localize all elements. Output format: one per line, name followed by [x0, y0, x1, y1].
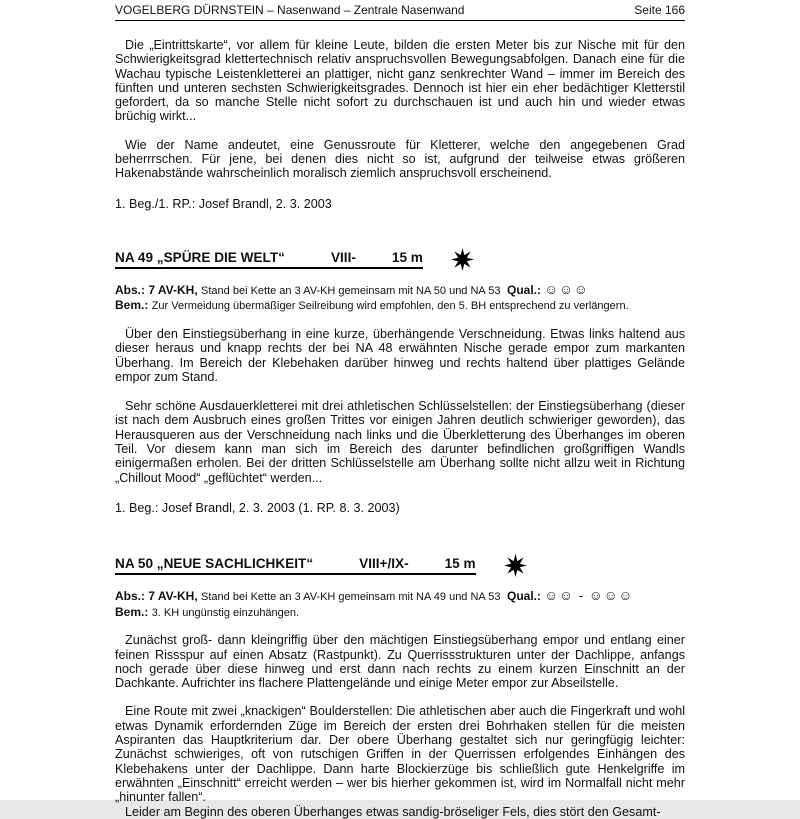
route-paragraph: Sehr schöne Ausdauerkletterei mit drei athletischen Schlüsselstellen: der Einstiegsüberhang (dieser ist nach dem Ausbruch eines großen Trittes vor einigen Jahren deutlich schwieriger geworden), das Herausqueren aus der Verschneidung nach links und die Überkletterung des Überhanges im oberen Teil. Vor diesem kann man sich im Bereich des darunter befindlichen großgriffigen Wandls einigermaßen erholen. Bei der dritten Schlüsselstelle am Überhang sollte nicht allzu weit in Richtung „Chillout Mood“ „geflüchtet“ werden... — [115, 399, 685, 485]
star-icon — [451, 248, 474, 271]
qual-label: Qual.: — [507, 589, 542, 604]
abs-label: Abs.: 7 AV-KH, — [115, 282, 198, 297]
route-paragraph: Über den Einstiegsüberhang in eine kurze, überhängende Verschneidung. Etwas links haltend aus dieser heraus und knapp rechts der bei NA 48 erwähnten Nische gerade empor zum markanten Überhang. Im Bereich der Klebehaken darüber hinweg und rechts haltend über plattiges Gelände empor zum Stand. — [115, 326, 685, 384]
header-title: VOGELBERG DÜRNSTEIN – Nasenwand – Zentrale Nasenwand — [115, 3, 465, 17]
route-name: NA 50 „NEUE SACHLICHKEIT“ — [115, 556, 314, 572]
smiley-rating-icons: ☺☺ - ☺☺☺ — [544, 588, 634, 604]
route-section-na50 — [115, 554, 685, 819]
abs-text: Stand bei Kette an 3 AV-KH gemeinsam mit NA 49 und NA 53 — [201, 591, 501, 604]
route-section-na49 — [115, 248, 685, 515]
route-title — [115, 250, 423, 269]
qual-label: Qual.: — [507, 282, 542, 297]
route-qual — [507, 589, 633, 604]
bem-label: Bem.: — [115, 604, 149, 619]
route-name: NA 49 „SPÜRE DIE WELT“ — [115, 249, 285, 265]
route-length: 15 m — [444, 556, 476, 572]
route-abs-line — [115, 589, 685, 605]
abs-text: Stand bei Kette an 3 AV-KH gemeinsam mit NA 50 und NA 53 — [201, 284, 501, 297]
route-info — [115, 283, 685, 314]
intro-first-ascent-line: 1. Beg./1. RP.: Josef Brandl, 2. 3. 2003 — [115, 196, 332, 211]
route-abs-line — [115, 283, 685, 299]
route-title-row — [115, 248, 685, 271]
bem-text: 3. KH ungünstig einzuhängen. — [151, 606, 300, 619]
header-page-number: Seite 166 — [634, 3, 685, 17]
intro-paragraph-2: Wie der Name andeutet, eine Genussroute für Kletterer, welche den angegebenen Grad beherrrschen. Für jene, bei denen dies nicht so ist, aufgrund der teilweise etwas größeren Hakenabstände wahrscheinlich moralisch ziemlich anspruchsvoll erscheinend. — [115, 137, 685, 181]
route-info — [115, 589, 685, 620]
route-bem-line — [115, 605, 685, 621]
bem-text: Zur Vermeidung übermäßiger Seilreibung wird empfohlen, den 5. BH entsprechend zu verlängern. — [151, 300, 629, 313]
star-icon — [504, 554, 527, 577]
route-length: 15 m — [391, 249, 423, 265]
route-bem-line — [115, 298, 685, 314]
header-rule — [115, 20, 685, 21]
route-grade: VIII+/IX- — [359, 556, 409, 572]
route-title — [115, 556, 476, 575]
intro-paragraph-1: Die „Eintrittskarte“, vor allem für kleine Leute, bilden die ersten Meter bis zur Nische mit für den Schwierigkeitsgrad klettertechnisch relativ anspruchsvollen Bewegungsabfolgen. Danach eine für die Wachau typische Leistenkletterei an plattiger, nicht ganz senkrechter Wand – immer im Bereich des fünften und unteren sechsten Schwierigkeitsgrades. Dennoch ist hier ein eher bedächtiger Kletterstil gefordert, da so manche Stelle nicht sofort zu durchschauen ist und auch hin und wieder etwas brüchig wirkt... — [115, 38, 685, 124]
route-paragraph: Eine Route mit zwei „knackigen“ Boulderstellen: Die athletischen aber auch die Fingerkraft und wohl etwas Dynamik erfordernden Züge im Bereich der ersten drei Bohrhaken stellen für die meisten Aspiranten das Hauptkriterium dar. Der obere Überhang gestaltet sich nur geringfügig leichter: Zunächst schwieriges, oft von rutschigen Griffen in der Querrissen erfolgendes Einhängen des Klebehakens unter der Dachlippe. Dann harte Blockierzüge bis schließlich gute Henkelgriffe im erwähnten „Einschnitt“ erreicht werden – wer bis hierher gekommen ist, wird im Normalfall nicht mehr „hinunter fallen“. — [115, 704, 685, 805]
route-first-ascent-line: 1. Beg.: Josef Brandl, 2. 3. 2003 (1. RP. 8. 3. 2003) — [115, 500, 400, 515]
abs-label: Abs.: 7 AV-KH, — [115, 589, 198, 604]
route-grade: VIII- — [330, 249, 356, 265]
route-qual — [507, 283, 589, 298]
route-paragraph: Zunächst groß- dann kleingriffig über den mächtigen Einstiegsüberhang empor und entlang einer feinen Rissspur auf einen Absatz (Rastpunkt). Zu Querrissstrukturen unter der Dachlippe, anfangs noch gerade über diese hinweg und erst dann nach rechts zu einem kurzen Einschnitt an der Dachkante. Aufrichter ins flachere Plattengelände und einige Meter empor zur Abseilstelle. — [115, 633, 685, 691]
route-paragraph: Leider am Beginn des oberen Überhanges etwas sandig-bröseliger Fels, dies stört den Gesamt- — [125, 804, 661, 819]
page-header — [115, 4, 685, 17]
bem-label: Bem.: — [115, 298, 149, 313]
route-title-row — [115, 554, 685, 577]
smiley-rating-icons: ☺☺☺ — [544, 281, 589, 297]
